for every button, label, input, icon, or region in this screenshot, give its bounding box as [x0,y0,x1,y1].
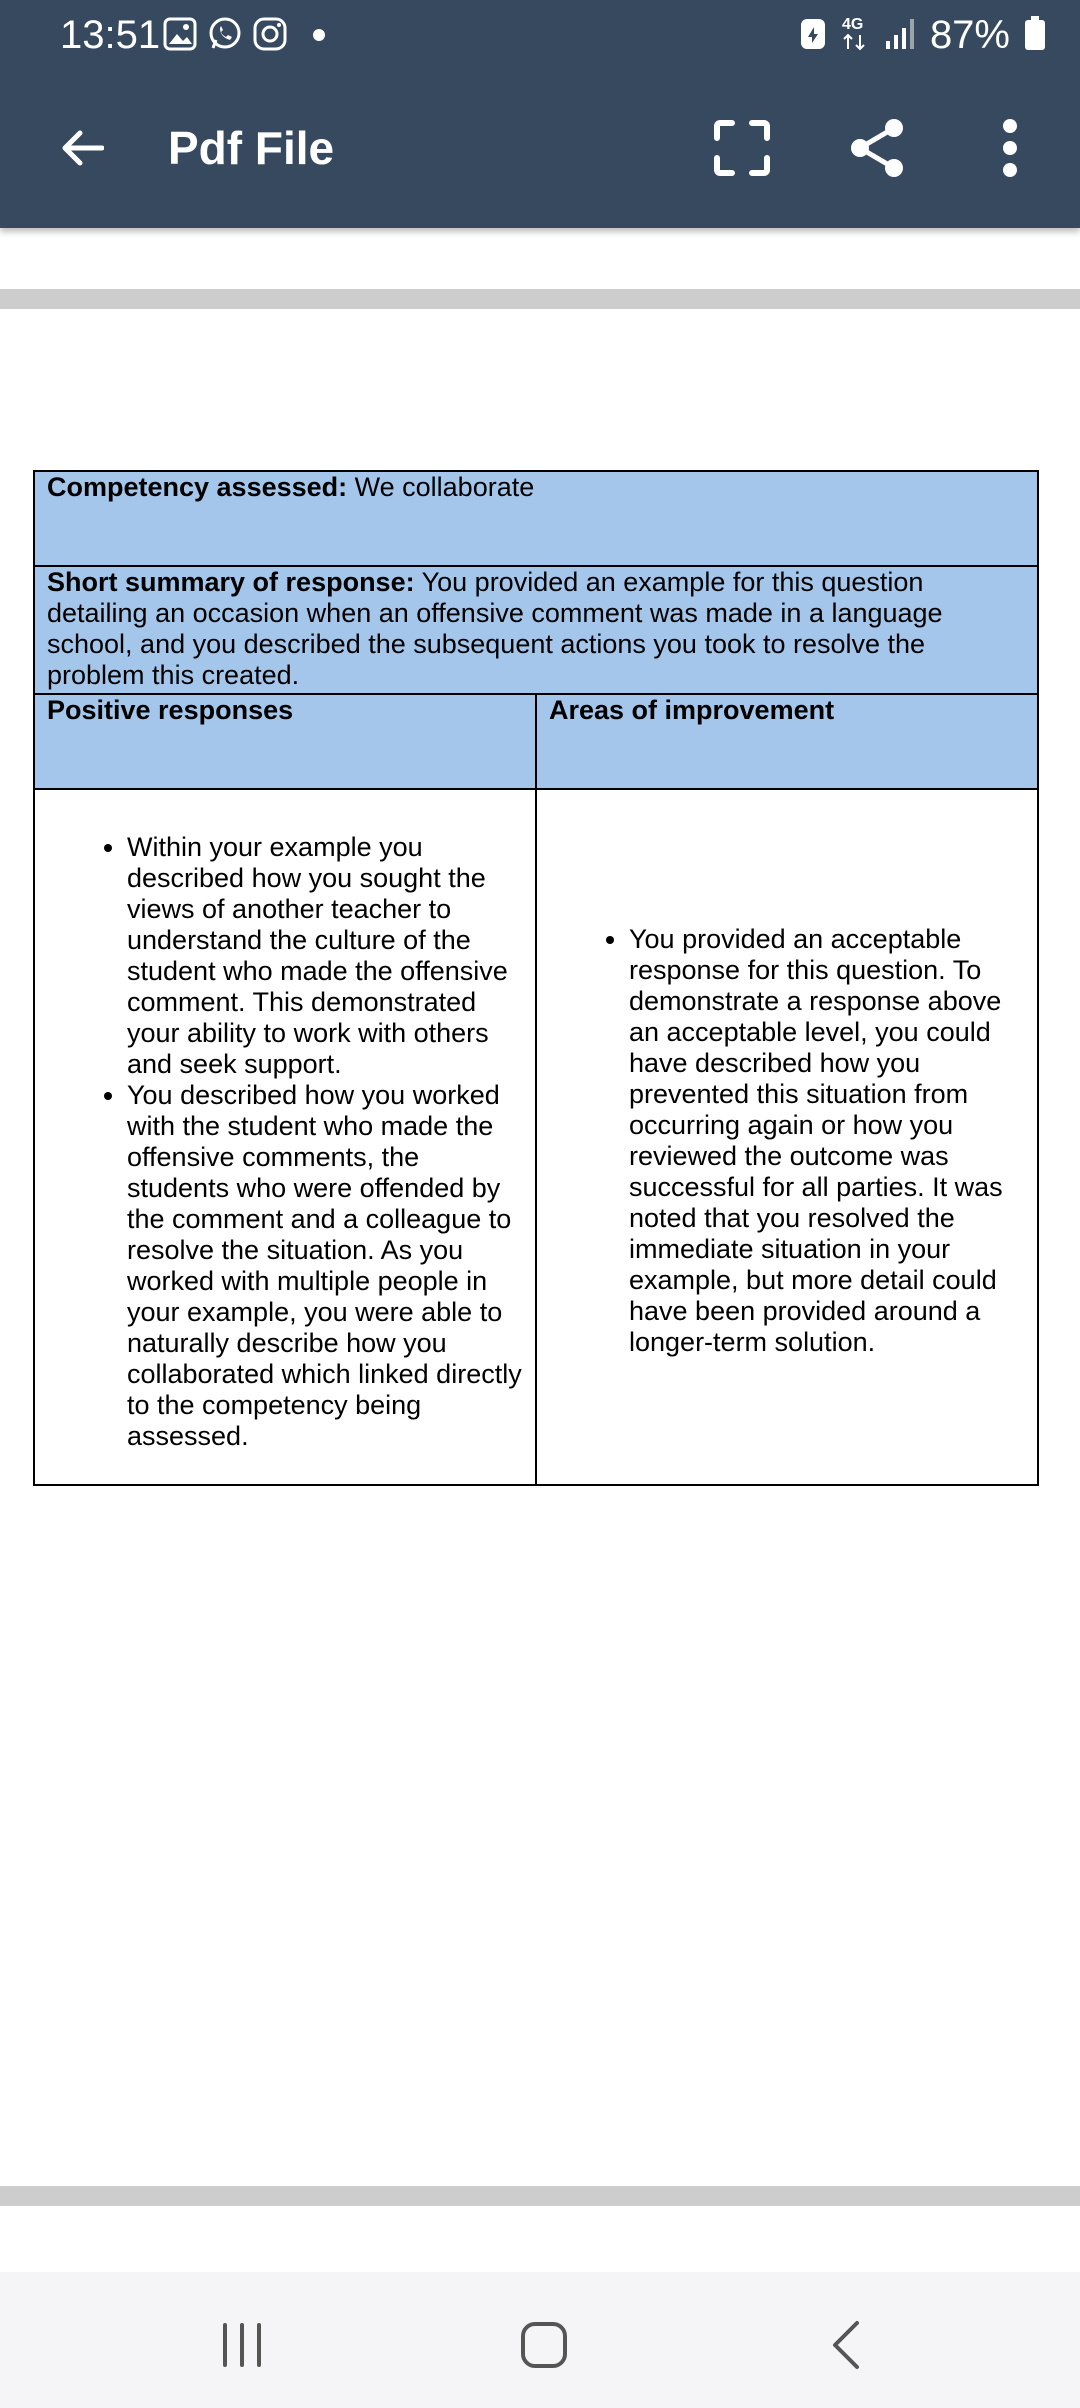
back-button[interactable] [52,118,112,178]
fullscreen-button[interactable] [706,112,778,184]
back-nav-button[interactable] [812,2310,882,2380]
battery-saver-icon [800,15,826,56]
improvement-header: Areas of improvement [536,694,1038,789]
list-item: • You described how you worked with the student who made the offensive comments, the students who were offended by the comment and a colleague to resolve the situation. As you worked with multiple people in your example, you were able to naturally describe how you collaborated which linked directly to the competency being assessed. [127,1080,525,1452]
network-label: 4G [841,15,864,33]
share-button[interactable] [841,112,913,184]
share-icon [847,118,907,178]
home-button[interactable] [509,2310,579,2380]
competency-value: We collaborate [347,472,535,502]
system-nav-bar [0,2272,1080,2408]
dot-icon [297,17,331,56]
app-header [0,0,1080,228]
summary-row [34,566,1038,694]
page-title: Pdf File [168,122,335,174]
arrow-back-icon [60,128,104,168]
summary-text: You provided an example for this question detailing an occasion when an offensive comment was made in a language school, and you described the subsequent actions you took to resolve the problem this created. [47,567,943,690]
gallery-icon [163,17,197,56]
summary-label: Short summary of response: [47,567,415,597]
status-time: 13:51 [60,13,161,57]
improvement-list [537,790,1027,1358]
fullscreen-icon [712,118,772,178]
positive-cell [34,789,536,1485]
page-separator [0,289,1080,309]
instagram-icon [253,17,287,56]
status-bar [0,0,1080,70]
list-item: • Within your example you described how you sought the views of another teacher to understand the culture of the student who made the offensive comment. This demonstrated your ability to work with others and seek support. [127,832,525,1080]
recent-apps-button[interactable] [207,2310,277,2380]
signal-icon [884,15,916,56]
status-right [800,10,1046,60]
recent-apps-icon [219,2322,265,2368]
positive-header: Positive responses [34,694,536,789]
positive-list [35,790,525,1452]
page-separator [0,2186,1080,2206]
battery-percent: 87% [929,13,1010,57]
list-item: • You provided an acceptable response for this question. To demonstrate a response above an acceptable level, you could have described how you prevented this situation from occurring again or how you reviewed the outcome was successful for all parties. It was noted that you resolved the immediate situation in your example, but more detail could have been provided around a longer-term solution. [629,924,1027,1358]
competency-row [34,471,1038,566]
battery-icon [1024,15,1046,56]
feedback-table [33,470,1039,1486]
whatsapp-icon [207,16,243,57]
network-icon [840,13,870,58]
notification-icons [163,16,331,56]
pdf-page[interactable] [33,470,1039,1486]
improvement-cell [536,789,1038,1485]
competency-label: Competency assessed: [47,472,348,502]
home-icon [519,2320,569,2370]
back-icon [827,2320,867,2370]
more-options-button[interactable] [974,112,1046,184]
more-vert-icon [998,118,1022,178]
